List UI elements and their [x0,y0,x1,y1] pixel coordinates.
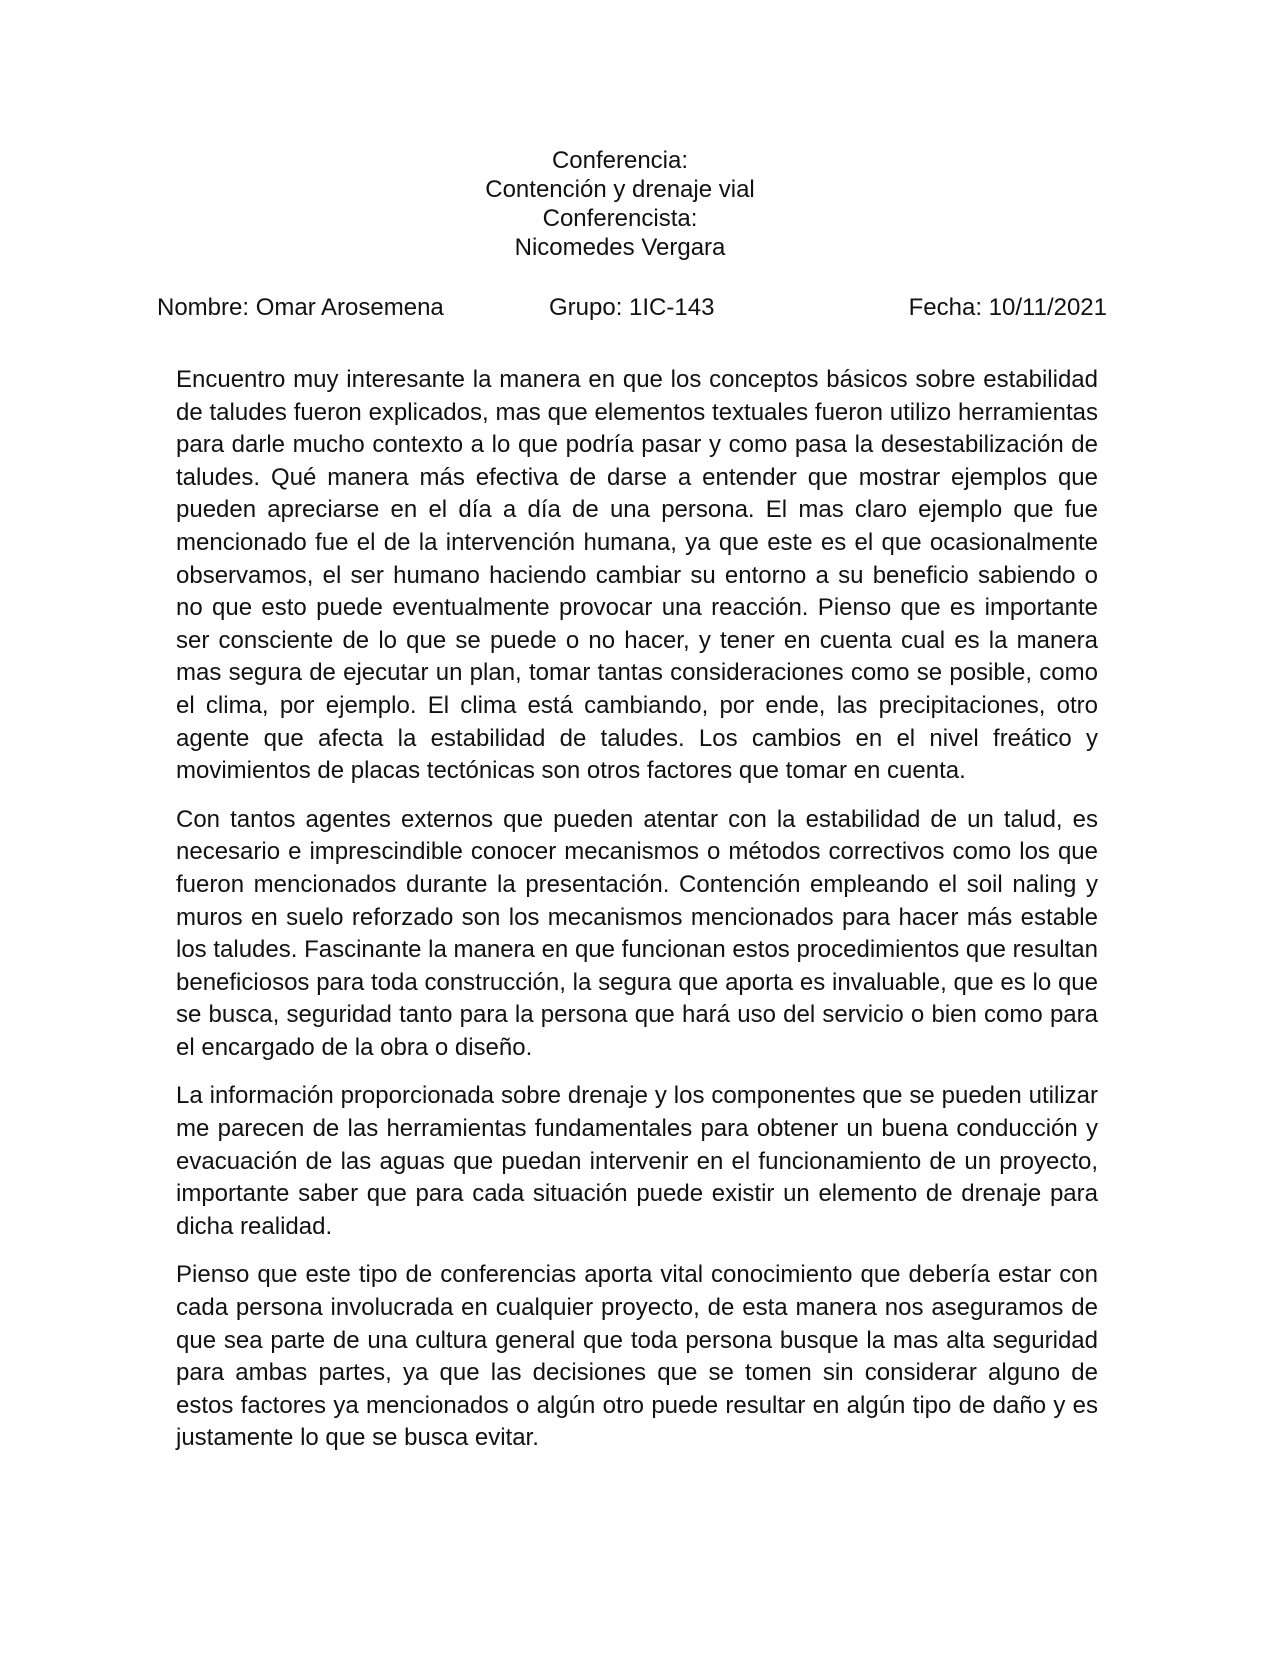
speaker-name: Nicomedes Vergara [514,234,726,261]
conference-title: Contención y drenaje vial [485,176,755,203]
title-block [0,146,1240,262]
essay-body [176,364,1098,1471]
student-name: Nombre: Omar Arosemena [157,294,444,321]
paragraph-3: La información proporcionada sobre drenaje y los componentes que se pueden utilizar me parecen de las herramientas fundamentales para obtener un buena conducción y evacuación de las aguas que puedan intervenir en el funcionamiento de un proyecto, importante saber que para cada situación puede existir un elemento de drenaje para dicha realidad. [176,1082,1098,1240]
paragraph-4: Pienso que este tipo de conferencias aporta vital conocimiento que debería estar con cada persona involucrada en cualquier proyecto, de esta manera nos aseguramos de que sea parte de una cultura general que toda persona busque la mas alta seguridad para ambas partes, ya que las decisiones que se tomen sin considerar alguno de estos factores ya mencionados o algún otro puede resultar en algún tipo de daño y es justamente lo que se busca evitar. [176,1261,1098,1452]
date-label: Fecha: 10/11/2021 [908,294,1107,321]
conference-label: Conferencia: [551,147,689,174]
meta-row [157,292,1107,324]
speaker-label: Conferencista: [542,205,698,232]
paragraph-2: Con tantos agentes externos que pueden atentar con la estabilidad de un talud, es necesario e imprescindible conocer mecanismos o métodos correctivos como los que fueron mencionados durante la presentación. Contención empleando el soil naling y muros en suelo reforzado son los mecanismos mencionados para hacer más estable los taludes. Fascinante la manera en que funcionan estos procedimientos que resultan beneficiosos para toda construcción, la segura que aporta es invaluable, que es lo que se busca, seguridad tanto para la persona que hará uso del servicio o bien como para el encargado de la obra o diseño. [176,805,1098,1061]
paragraph-1: Encuentro muy interesante la manera en que los conceptos básicos sobre estabilidad de taludes fueron explicados, mas que elementos textuales fueron utilizo herramientas para darle mucho contexto a lo que podría pasar y como pasa la desestabilización de taludes. Qué manera más efectiva de darse a entender que mostrar ejemplos que pueden apreciarse en el día a día de una persona. El mas claro ejemplo que fue mencionado fue el de la intervención humana, ya que este es el que ocasionalmente observamos, el ser humano haciendo cambiar su entorno a su beneficio sabiendo o no que esto puede eventualmente provocar una reacción. Pienso que es importante ser consciente de lo que se puede o no hacer, y tener en cuenta cual es la manera mas segura de ejecutar un plan, tomar tantas consideraciones como se posible, como el clima, por ejemplo. El clima está cambiando, por ende, las precipitaciones, otro agente que afecta la estabilidad de taludes. Los cambios en el nivel freático y movimientos de placas tectónicas son otros factores que tomar en cuenta. [176,366,1098,785]
group-label: Grupo: 1IC-143 [549,294,715,321]
